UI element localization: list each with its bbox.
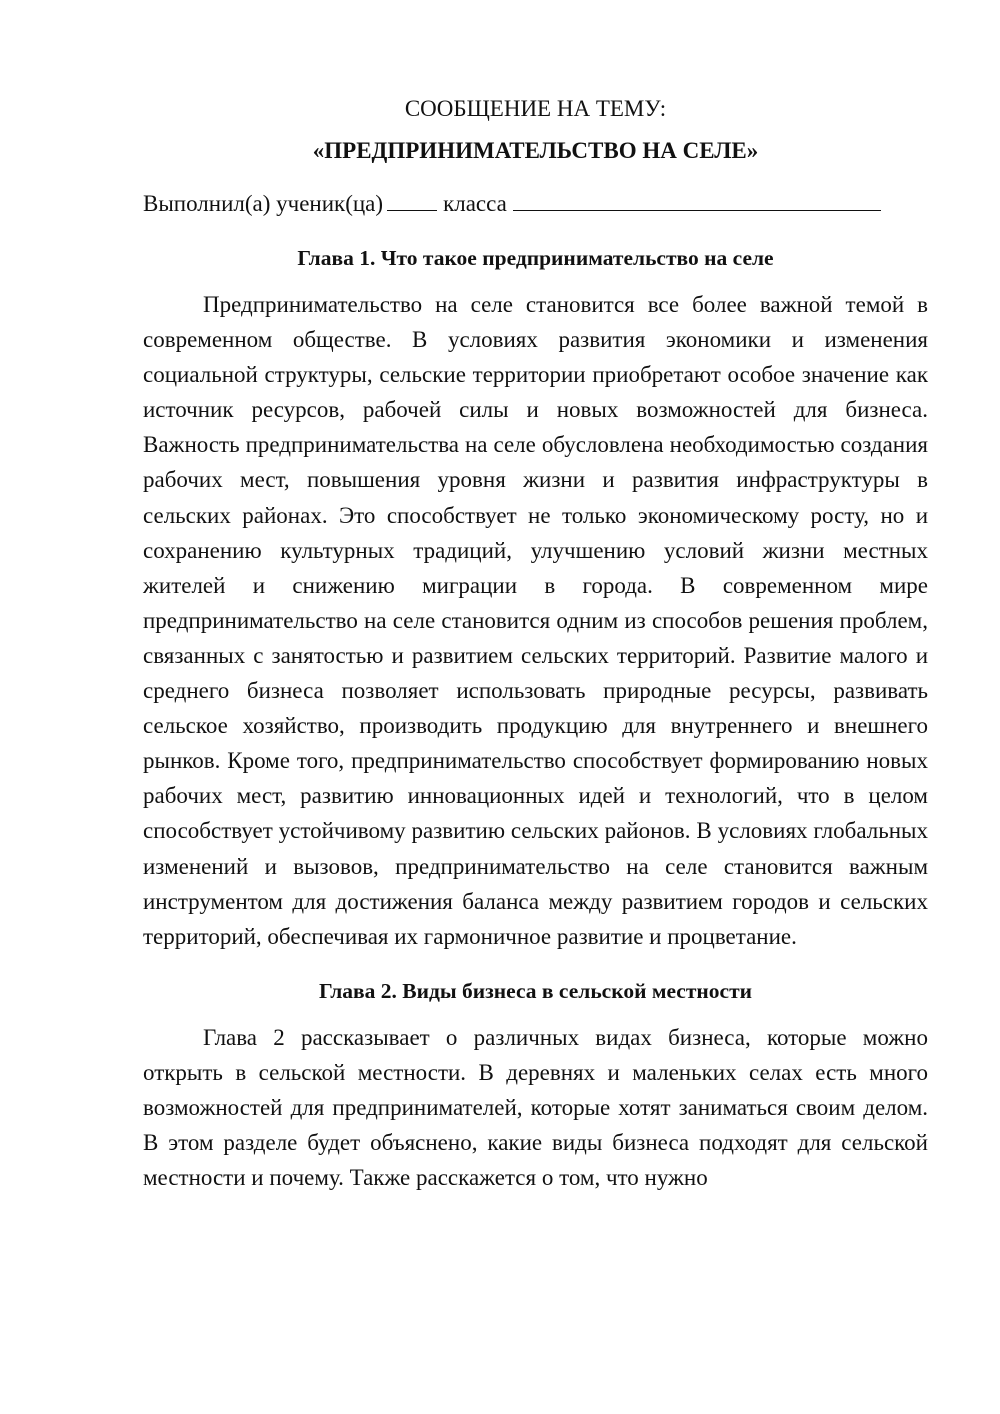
student-name-blank [513,188,881,211]
chapter-2-heading: Глава 2. Виды бизнеса в сельской местности [318,978,753,1003]
author-prefix: Выполнил(а) ученик(ца) [143,191,384,216]
chapter-1-heading: Глава 1. Что такое предпринимательство на селе [297,246,774,270]
document-content [143,92,928,1195]
document-title-line-2: «ПРЕДПРИНИМАТЕЛЬСТВО НА СЕЛЕ» [312,138,759,163]
class-number-blank [387,188,437,211]
document-title-line-1: СООБЩЕНИЕ НА ТЕМУ: [404,96,667,121]
author-class-label: класса [443,191,507,216]
chapter-2-paragraph: Глава 2 рассказывает о различных видах бизнеса, которые можно открыть в сельской местности. В деревнях и маленьких селах есть много возможностей для предпринимателей, которые хотят заниматься своим делом. В этом разделе будет объяснено, какие виды бизнеса подходят для сельской местности и почему. Также расскажется о том, что нужно [143,1024,928,1191]
chapter-1-paragraph: Предпринимательство на селе становится все более важной темой в современном обществе. В условиях развития экономики и изменения социальной структуры, сельские территории приобретают особое значение как источник ресурсов, рабочей силы и новых возможностей для бизнеса. Важность предпринимательства на селе обусловлена необходимостью создания рабочих мест, повышения уровня жизни и развития инфраструктуры в сельских районах. Это способствует не только экономическому росту, но и сохранению культурных традиций, улучшению условий жизни местных жителей и снижению миграции в города. В современном мире предпринимательство на селе становится одним из способов решения проблем, связанных с занятостью и развитием сельских территорий. Развитие малого и среднего бизнеса позволяет использовать природные ресурсы, развивать сельское хозяйство, производить продукцию для внутреннего и внешнего рынков. Кроме того, предпринимательство способствует формированию новых рабочих мест, развитию инновационных идей и технологий, что в целом способствует устойчивому развитию сельских районов. В условиях глобальных изменений и вызовов, предпринимательство на селе становится важным инструментом для достижения баланса между развитием городов и сельских территорий, обеспечивая их гармоничное развитие и процветание. [143,292,928,949]
author-line [143,187,928,221]
